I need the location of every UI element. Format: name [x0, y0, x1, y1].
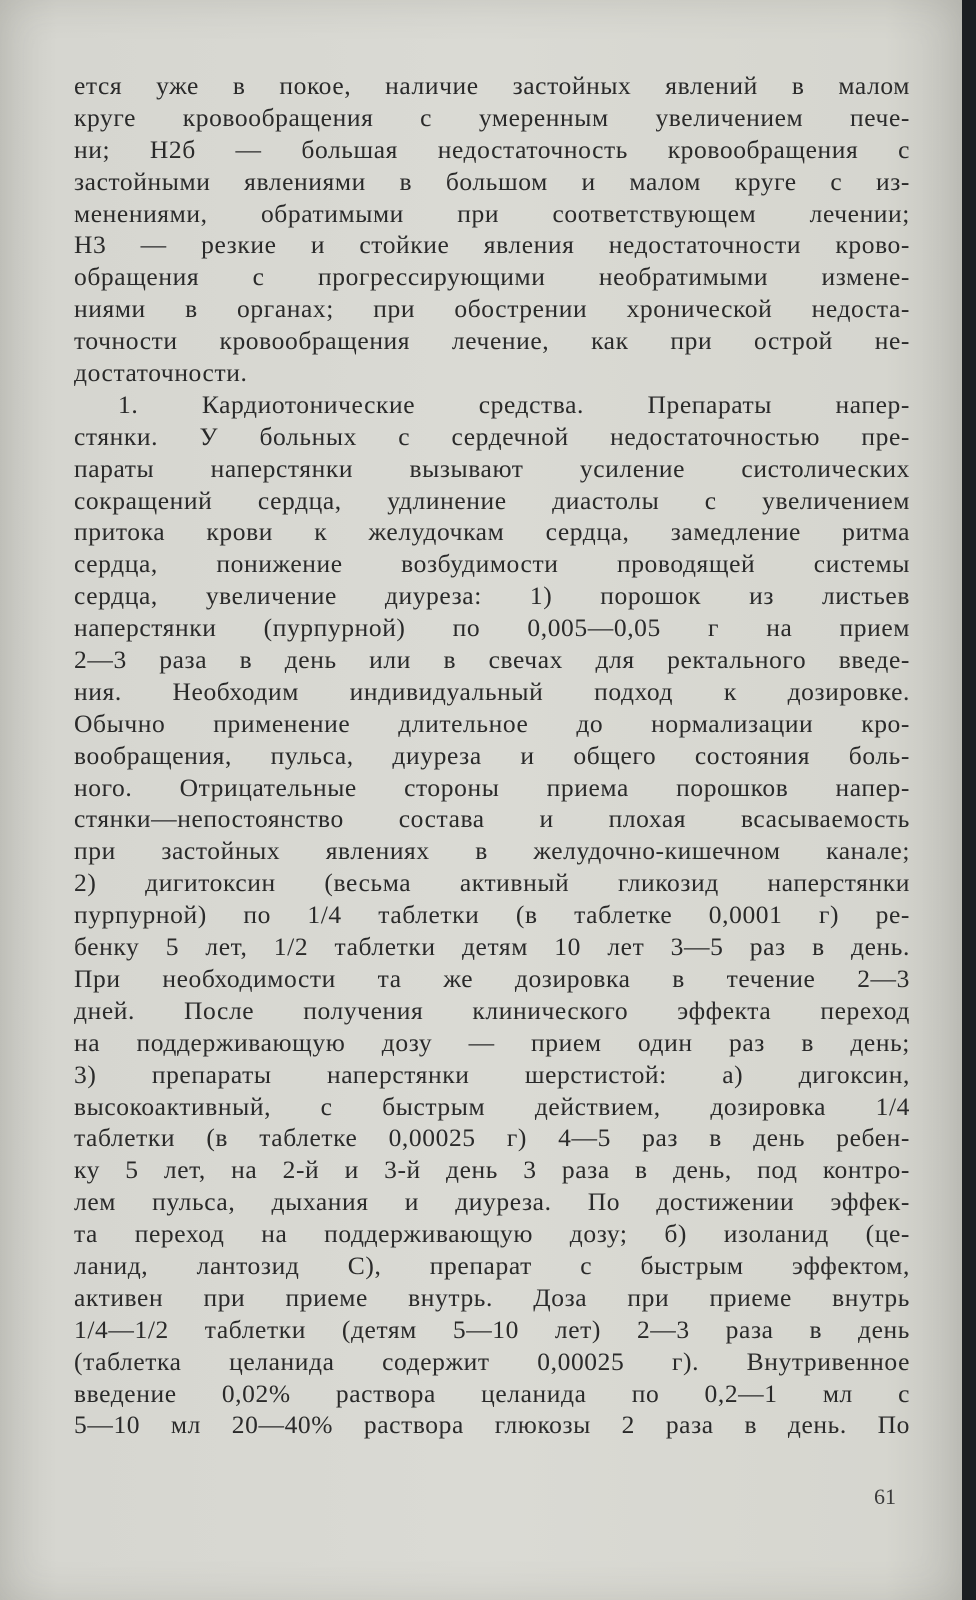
text-line: ку 5 лет, на 2-й и 3-й день 3 раза в день, под контро- — [74, 1155, 910, 1185]
text-line: ется уже в покое, наличие застойных явлений в малом — [74, 71, 910, 100]
text-line: 1/4—1/2 таблетки (детям 5—10 лет) 2—3 раза в день — [74, 1314, 910, 1344]
text-line: лем пульса, дыхания и диуреза. По достижении эффек- — [74, 1187, 910, 1217]
text-line: сердца, увеличение диуреза: 1) порошок из листьев — [74, 581, 910, 611]
text-line: Н3 — резкие и стойкие явления недостаточности крово- — [74, 230, 910, 260]
page-number: 61 — [874, 1484, 896, 1509]
text-line: вообращения, пульса, диуреза и общего состояния боль- — [74, 740, 910, 770]
text-line: ланид, лантозид С), препарат с быстрым эффектом, — [74, 1250, 910, 1280]
text-line: бенку 5 лет, 1/2 таблетки детям 10 лет 3—5 раз в день. — [74, 932, 910, 962]
text-line: менениями, обратимыми при соответствующем лечении; — [74, 198, 910, 228]
text-line: ниями в органах; при обострении хронической недоста- — [74, 294, 910, 324]
text-line: ния. Необходим индивидуальный подход к дозировке. — [74, 676, 910, 706]
text-line: притока крови к желудочкам сердца, замедление ритма — [74, 517, 910, 547]
text-line: 2) дигитоксин (весьма активный гликозид наперстянки — [74, 868, 910, 898]
text-line: (таблетка целанида содержит 0,00025 г). Внутривенное — [74, 1346, 910, 1376]
text-line: застойными явлениями в большом и малом круге с из- — [74, 166, 910, 196]
text-line: сокращений сердца, удлинение диастолы с увеличением — [74, 485, 910, 515]
text-line: точности кровообращения лечение, как при острой не- — [74, 326, 910, 356]
paragraph-first-line: 1. Кардиотонические средства. Препараты напер- — [118, 389, 910, 419]
text-line: При необходимости та же дозировка в течение 2—3 — [74, 963, 910, 993]
text-line: круге кровообращения с умеренным увеличением пече- — [74, 102, 910, 132]
body-text — [74, 70, 910, 1441]
text-line: стянки—непостоянство состава и плохая всасываемость — [74, 804, 910, 834]
text-line: активен при приеме внутрь. Доза при приеме внутрь — [74, 1282, 910, 1312]
text-line: при застойных явлениях в желудочно-кишечном канале; — [74, 836, 910, 866]
text-line: стянки. У больных с сердечной недостаточностью пре- — [74, 421, 910, 451]
text-line: ного. Отрицательные стороны приема порошков напер- — [74, 772, 910, 802]
text-line: достаточности. — [74, 358, 248, 388]
text-line: обращения с прогрессирующими необратимыми измене- — [74, 262, 910, 292]
text-line: высокоактивный, с быстрым действием, дозировка 1/4 — [74, 1091, 910, 1121]
text-line: таблетки (в таблетке 0,00025 г) 4—5 раз в день ребен- — [74, 1123, 910, 1153]
text-line: ни; Н2б — большая недостаточность кровообращения с — [74, 134, 910, 164]
text-line: та переход на поддерживающую дозу; б) изоланид (це- — [74, 1219, 910, 1249]
text-line: 2—3 раза в день или в свечах для ректального введе- — [74, 645, 910, 675]
text-line: сердца, понижение возбудимости проводящей системы — [74, 549, 910, 579]
text-line: введение 0,02% раствора целанида по 0,2—1 мл с — [74, 1378, 910, 1408]
text-line: на поддерживающую дозу — прием один раз в день; — [74, 1027, 910, 1057]
text-line: пурпурной) по 1/4 таблетки (в таблетке 0,0001 г) ре- — [74, 900, 910, 930]
text-line: наперстянки (пурпурной) по 0,005—0,05 г на прием — [74, 613, 910, 643]
text-line: Обычно применение длительное до нормализации кро- — [74, 708, 910, 738]
text-line: 5—10 мл 20—40% раствора глюкозы 2 раза в день. По — [74, 1410, 910, 1440]
text-line: параты наперстянки вызывают усиление систолических — [74, 453, 910, 483]
text-line: дней. После получения клинического эффекта переход — [74, 995, 910, 1025]
text-line: 3) препараты наперстянки шерстистой: а) дигоксин, — [74, 1059, 910, 1089]
